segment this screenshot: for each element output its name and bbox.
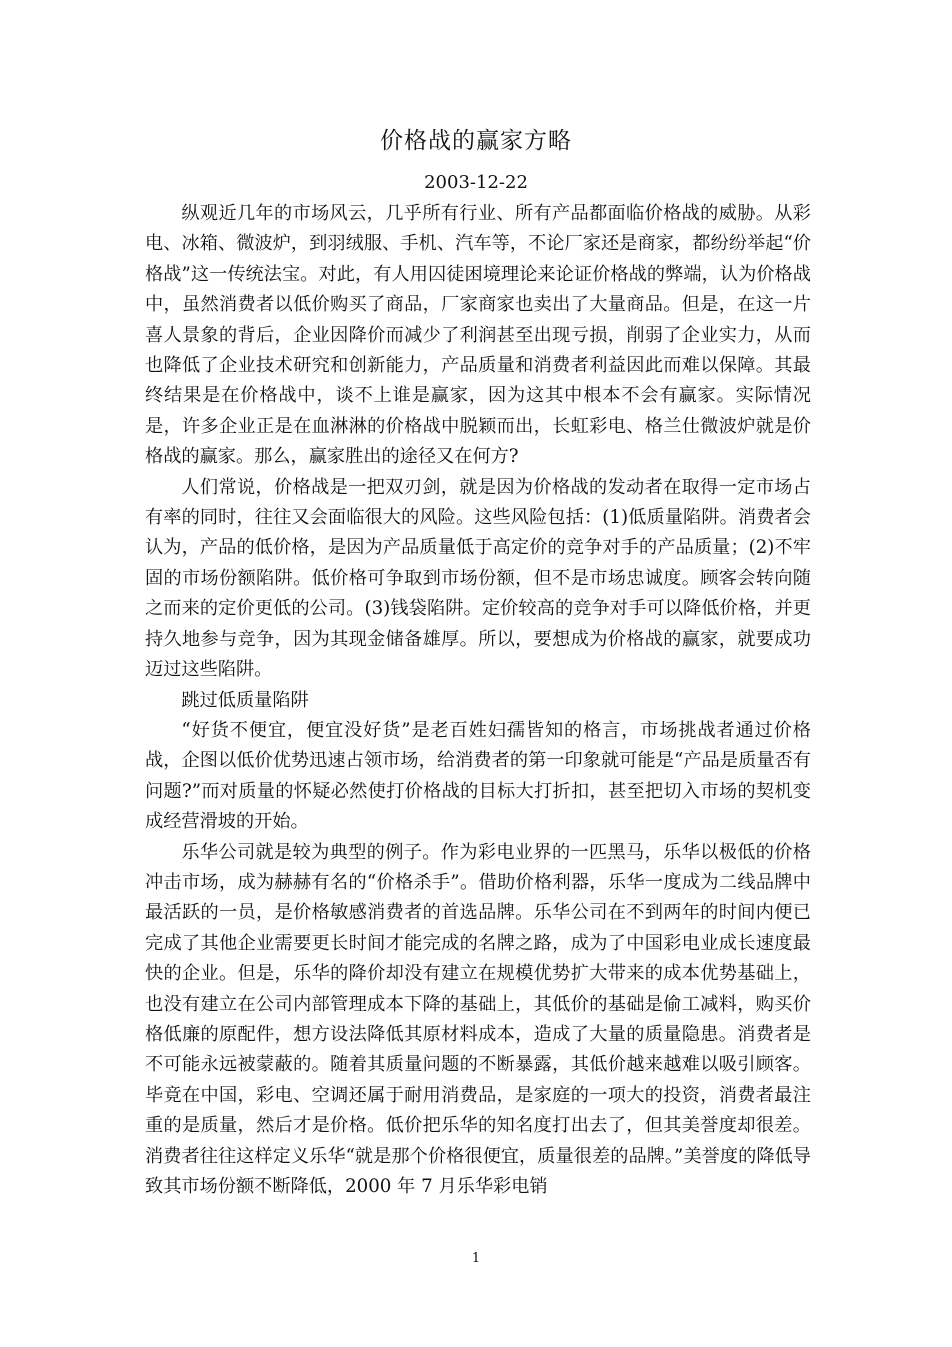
document-date: 2003-12-22 xyxy=(424,172,528,193)
paragraph-quality: “好货不便宜，便宜没好货”是老百姓妇孺皆知的格言，市场挑战者通过价格战，企图以低价优势迅速占领市场，给消费者的第一印象就可能是“产品是质量否有问题?”而对质量的怀疑必然使打价格战的目标大打折扣，甚至把切入市场的契机变成经营滑坡的开始。 xyxy=(145,719,811,833)
paragraph-intro: 纵观近几年的市场风云，几乎所有行业、所有产品都面临价格战的威胁。从彩电、冰箱、微波炉，到羽绒服、手机、汽车等，不论厂家还是商家，都纷纷举起“价格战”这一传统法宝。对此，有人用囚徒困境理论来论证价格战的弊端，认为价格战中，虽然消费者以低价购买了商品，厂家商家也卖出了大量商品。但是，在这一片喜人景象的背后，企业因降价而减少了利润甚至出现亏损，削弱了企业实力，从而也降低了企业技术研究和创新能力，产品质量和消费者利益因此而难以保障。其最终结果是在价格战中，谈不上谁是赢家，因为这其中根本不会有赢家。实际情况是，许多企业正是在血淋淋的价格战中脱颖而出，长虹彩电、格兰仕微波炉就是价格战的赢家。那么，赢家胜出的途径又在何方? xyxy=(145,203,811,468)
document-body xyxy=(145,199,811,1202)
document-title: 价格战的赢家方略 xyxy=(380,128,572,154)
section-heading: 跳过低质量陷阱 xyxy=(181,689,309,711)
paragraph-lehua-example: 乐华公司就是较为典型的例子。作为彩电业界的一匹黑马，乐华以极低的价格冲击市场，成为赫赫有名的“价格杀手”。借助价格利器，乐华一度成为二线品牌中最活跃的一员，是价格敏感消费者的首选品牌。乐华公司在不到两年的时间内便已完成了其他企业需要更长时间才能完成的名牌之路，成为了中国彩电业成长速度最快的企业。但是，乐华的降价却没有建立在规模优势扩大带来的成本优势基础上，也没有建立在公司内部管理成本下降的基础上，其低价的基础是偷工减料，购买价格低廉的原配件，想方设法降低其原材料成本，造成了大量的质量隐患。消费者是不可能永远被蒙蔽的。随着其质量问题的不断暴露，其低价越来越难以吸引顾客。毕竟在中国，彩电、空调还属于耐用消费品，是家庭的一项大的投资，消费者最注重的是质量，然后才是价格。低价把乐华的知名度打出去了，但其美誉度却很差。消费者往往这样定义乐华“就是那个价格很便宜，质量很差的品牌。”美誉度的降低导致其市场份额不断降低，2000 年 7 月乐华彩电销 xyxy=(145,841,811,1197)
paragraph-risks: 人们常说，价格战是一把双刃剑，就是因为价格战的发动者在取得一定市场占有率的同时，往往又会面临很大的风险。这些风险包括：(1)低质量陷阱。消费者会认为，产品的低价格，是因为产品质量低于高定价的竞争对手的产品质量；(2)不牢固的市场份额陷阱。低价格可争取到市场份额，但不是市场忠诚度。顾客会转向随之而来的定价更低的公司。(3)钱袋陷阱。定价较高的竞争对手可以降低价格，并更持久地参与竞争，因为其现金储备雄厚。所以，要想成为价格战的赢家，就要成功迈过这些陷阱。 xyxy=(145,476,811,681)
page-number: 1 xyxy=(471,1251,481,1266)
